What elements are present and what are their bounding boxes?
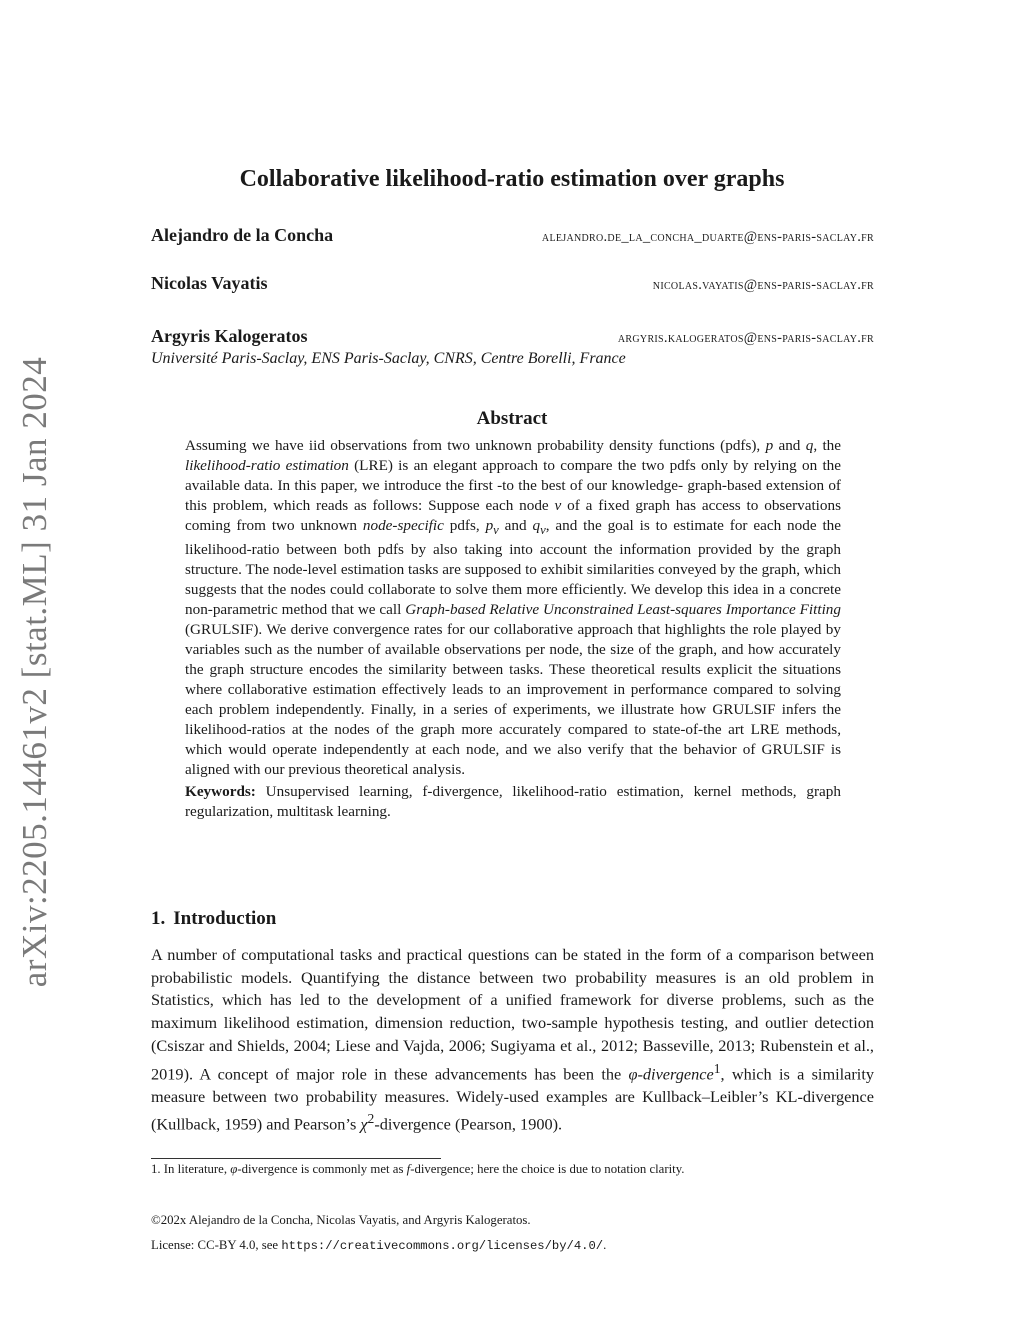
affiliation: Université Paris-Saclay, ENS Paris-Saclay, CNRS, Centre Borelli, France [151, 350, 626, 367]
abstract-paragraph: Assuming we have iid observations from two unknown probability density functions (pdfs), p and q, the likelihood-ratio estimation (LRE) is an elegant approach to compare the two pdfs only by relying on the available data. In this paper, we introduce the first -to the best of our knowledge- graph-based extension of this problem, which reads as follows: Suppose each node v of a fixed graph has access to observations coming from two unknown node-specific pdfs, $p_v$ and $q_v$, and the goal is to estimate for each node the likelihood-ratio between both pdfs by also taking into account the information provided by the graph structure. The node-level estimation tasks are supposed to exhibit similarities conveyed by the graph, which suggests that the nodes could collaborate to solve them more efficiently. We develop this idea in a concrete non-parametric method that we call Graph-based Relative Unconstrained Least-squares Importance Fitting (GRULSIF). We derive convergence rates for our collaborative approach that highlights the role played by variables such as the number of available observations per node, the size of the graph, and how accurately the graph structure encodes the similarity between tasks. These theoretical results explicit the situations where collaborative estimation effectively leads to an improvement in performance compared to solving each problem independently. Finally, in a series of experiments, we illustrate how GRULSIF infers the likelihood-ratios at the nodes of the graph more accurately compared to state-of-the art LRE methods, which would operate independently at each node, and we also verify that the behavior of GRULSIF is aligned with our previous theoretical analysis. [185, 437, 842, 779]
abstract-body [185, 436, 841, 822]
phi-divergence-term: φ-divergence [628, 1063, 714, 1083]
arxiv-identifier: arXiv:2205.14461v2 [stat.ML] 31 Jan 2024 [15, 356, 55, 988]
keywords: Keywords: Unsupervised learning, f-divergence, likelihood-ratio estimation, kernel methods, graph regularization, multitask learning. [185, 783, 841, 821]
author-name: Nicolas Vayatis [151, 273, 268, 293]
lre-term: likelihood-ratio estimation [185, 457, 349, 474]
footnote: 1. In literature, φ-divergence is commonly met as f-divergence; here the choice is due to notation clarity. [151, 1162, 685, 1176]
author-row [151, 225, 874, 246]
copyright-icon: © [151, 1213, 161, 1227]
author-email[interactable]: argyris.kalogeratos@ens-paris-saclay.fr [617, 330, 874, 346]
intro-paragraph: A number of computational tasks and practical questions can be stated in the form of a comparison between probabilistic models. Quantifying the distance between two probability measures is an old problem in Statistics, which has led to the development of a unified framework for diverse problems, such as the maximum likelihood estimation, dimension reduction, two-sample hypothesis testing, and outlier detection (Csiszar and Shields, 2004; Liese and Vajda, 2006; Sugiyama et al., 2012; Basseville, 2013; Rubenstein et al., 2019). A concept of major role in these advancements has been the φ-divergence$^1$, which is a similarity measure between two probability measures. Widely-used examples are Kullback–Leibler’s KL-divergence (Kullback, 1959) and Pearson’s $\chi^2$-divergence (Pearson, 1900). [151, 945, 874, 1134]
footnote-divider [151, 1158, 441, 1159]
node-specific-term: node-specific [362, 517, 444, 534]
section-title: Introduction [173, 908, 277, 929]
footnote-marker[interactable]: 1 [713, 1060, 721, 1076]
method-name: Graph-based Relative Unconstrained Least-squares Importance Fitting [405, 601, 841, 619]
abstract-heading: Abstract [476, 408, 548, 429]
author-name: Alejandro de la Concha [151, 225, 334, 245]
paper-title: Collaborative likelihood-ratio estimation over graphs [239, 166, 785, 192]
author-email[interactable]: alejandro.de_la_concha_duarte@ens-paris-saclay.fr [541, 229, 874, 245]
section-heading [151, 908, 276, 930]
arxiv-sidebar [5, 357, 65, 987]
license-line: License: CC-BY 4.0, see https://creativecommons.org/licenses/by/4.0/. [151, 1238, 607, 1253]
keywords-label: Keywords: [185, 783, 256, 801]
copyright-notice: ©202x Alejandro de la Concha, Nicolas Vayatis, and Argyris Kalogeratos. [151, 1213, 531, 1227]
author-email[interactable]: nicolas.vayatis@ens-paris-saclay.fr [652, 277, 874, 293]
section-number: 1. [151, 908, 166, 929]
author-row [151, 326, 874, 347]
license-link[interactable]: https://creativecommons.org/licenses/by/4.0/ [281, 1239, 604, 1253]
author-name: Argyris Kalogeratos [151, 326, 308, 346]
author-row [151, 273, 874, 294]
